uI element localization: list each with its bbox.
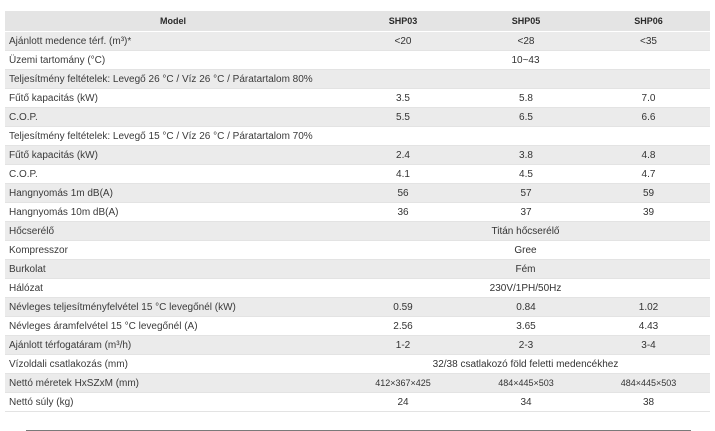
value-shp03: 2.4 bbox=[341, 146, 465, 165]
table-row bbox=[5, 355, 710, 374]
table-row bbox=[5, 89, 710, 108]
row-label: Kompresszor bbox=[5, 241, 341, 260]
value-shp03: 36 bbox=[341, 203, 465, 222]
table-row bbox=[5, 393, 710, 412]
header-shp06: SHP06 bbox=[587, 11, 710, 32]
table-row bbox=[5, 241, 710, 260]
value-all-models: 230V/1PH/50Hz bbox=[341, 279, 710, 298]
row-label: Nettó súly (kg) bbox=[5, 393, 341, 412]
value-shp06: 4.43 bbox=[587, 317, 710, 336]
value-shp05: 57 bbox=[465, 184, 587, 203]
row-label: Hangnyomás 10m dB(A) bbox=[5, 203, 341, 222]
table-row bbox=[5, 222, 710, 241]
table-row bbox=[5, 260, 710, 279]
value-shp05: 37 bbox=[465, 203, 587, 222]
value-shp06: 6.6 bbox=[587, 108, 710, 127]
row-label: Hőcserélő bbox=[5, 222, 341, 241]
value-all-models: Gree bbox=[341, 241, 710, 260]
table-row bbox=[5, 184, 710, 203]
value-shp05: 0.84 bbox=[465, 298, 587, 317]
value-shp06: 7.0 bbox=[587, 89, 710, 108]
value-shp06: 1.02 bbox=[587, 298, 710, 317]
value-shp03: 56 bbox=[341, 184, 465, 203]
table-row bbox=[5, 298, 710, 317]
value-shp03: 2.56 bbox=[341, 317, 465, 336]
row-label: Fűtő kapacitás (kW) bbox=[5, 146, 341, 165]
table-row bbox=[5, 336, 710, 355]
value-shp05: 3.8 bbox=[465, 146, 587, 165]
table-row bbox=[5, 279, 710, 298]
value-shp03: 0.59 bbox=[341, 298, 465, 317]
value-shp06: 4.8 bbox=[587, 146, 710, 165]
table-row bbox=[5, 108, 710, 127]
value-all-models: 32/38 csatlakozó föld feletti medencékhez bbox=[341, 355, 710, 374]
value-all-models: Fém bbox=[341, 260, 710, 279]
row-label: Hangnyomás 1m dB(A) bbox=[5, 184, 341, 203]
value-shp06: 3-4 bbox=[587, 336, 710, 355]
row-label: Vízoldali csatlakozás (mm) bbox=[5, 355, 341, 374]
table-row bbox=[5, 146, 710, 165]
table-row bbox=[5, 165, 710, 184]
value-shp05: 5.8 bbox=[465, 89, 587, 108]
row-label: Nettó méretek HxSZxM (mm) bbox=[5, 374, 341, 393]
table-row bbox=[5, 203, 710, 222]
row-label: C.O.P. bbox=[5, 165, 341, 184]
value-shp05: 3.65 bbox=[465, 317, 587, 336]
value-shp03: 1-2 bbox=[341, 336, 465, 355]
value-shp05: 34 bbox=[465, 393, 587, 412]
value-shp05: <28 bbox=[465, 32, 587, 51]
value-shp06: 39 bbox=[587, 203, 710, 222]
row-label: Üzemi tartomány (°C) bbox=[5, 51, 341, 70]
table-row bbox=[5, 51, 710, 70]
header-shp05: SHP05 bbox=[465, 11, 587, 32]
value-shp06: 484×445×503 bbox=[587, 374, 710, 393]
value-shp06: 38 bbox=[587, 393, 710, 412]
row-label: Fűtő kapacitás (kW) bbox=[5, 89, 341, 108]
value-shp06: <35 bbox=[587, 32, 710, 51]
value-shp05: 484×445×503 bbox=[465, 374, 587, 393]
section-row bbox=[5, 70, 710, 89]
value-shp03: <20 bbox=[341, 32, 465, 51]
value-shp05: 6.5 bbox=[465, 108, 587, 127]
value-shp03: 3.5 bbox=[341, 89, 465, 108]
value-shp06: 4.7 bbox=[587, 165, 710, 184]
value-all-models: 10~43 bbox=[341, 51, 710, 70]
table-row bbox=[5, 317, 710, 336]
header-model: Model bbox=[5, 11, 341, 32]
header-shp03: SHP03 bbox=[341, 11, 465, 32]
row-label: C.O.P. bbox=[5, 108, 341, 127]
row-label: Névleges áramfelvétel 15 °C levegőnél (A) bbox=[5, 317, 341, 336]
row-label: Burkolat bbox=[5, 260, 341, 279]
section-label: Teljesítmény feltételek: Levegő 15 °C / Víz 26 °C / Páratartalom 70% bbox=[5, 127, 710, 146]
table-row bbox=[5, 374, 710, 393]
value-shp05: 4.5 bbox=[465, 165, 587, 184]
value-shp05: 2-3 bbox=[465, 336, 587, 355]
spec-table bbox=[5, 11, 710, 412]
row-label: Hálózat bbox=[5, 279, 341, 298]
section-label: Teljesítmény feltételek: Levegő 26 °C / Víz 26 °C / Páratartalom 80% bbox=[5, 70, 710, 89]
value-shp03: 24 bbox=[341, 393, 465, 412]
table-row bbox=[5, 32, 710, 51]
value-shp03: 4.1 bbox=[341, 165, 465, 184]
row-label: Ajánlott térfogatáram (m³/h) bbox=[5, 336, 341, 355]
section-row bbox=[5, 127, 710, 146]
table-header-row bbox=[5, 11, 710, 32]
value-shp03: 412×367×425 bbox=[341, 374, 465, 393]
row-label: Ajánlott medence térf. (m³)* bbox=[5, 32, 341, 51]
row-label: Névleges teljesítményfelvétel 15 °C levegőnél (kW) bbox=[5, 298, 341, 317]
value-shp06: 59 bbox=[587, 184, 710, 203]
value-shp03: 5.5 bbox=[341, 108, 465, 127]
value-all-models: Titán hőcserélő bbox=[341, 222, 710, 241]
